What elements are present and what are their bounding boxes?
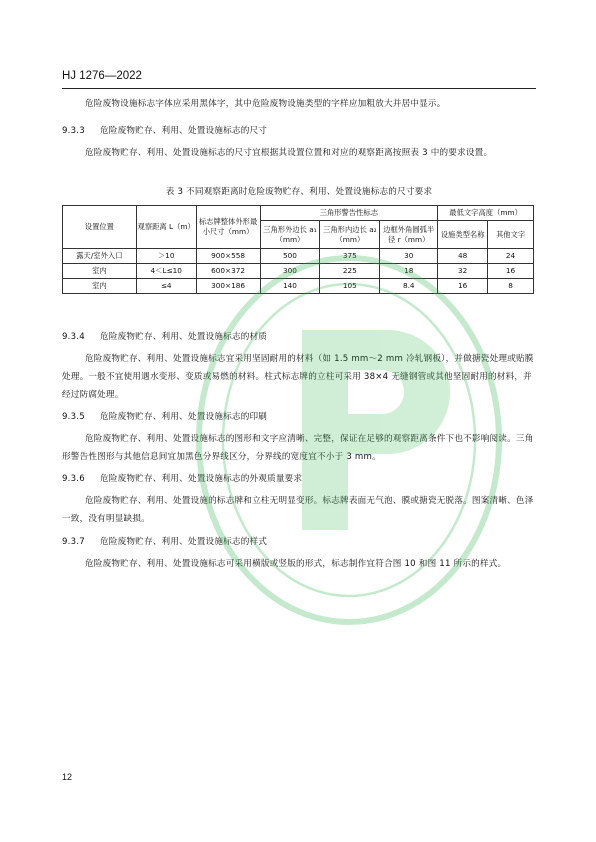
clause-9-3-5-text: 危险废物贮存、利用、处置设施标志的图形和文字应清晰、完整，保证在足够的观察距离条件下也不影响阅读。三角形警告性图形与其他信息间宜加黑色分界线区分，分界线的宽度宜不小于 3 mm。 [62,434,534,462]
table-row [63,249,534,264]
standard-code: HJ 1276—2022 [62,70,142,82]
header-facility-type-text: 设施类型名称 [438,221,488,249]
cell-distance: ≤4 [136,279,196,294]
clause-number: 9.3.3 [62,126,85,136]
cell-triangle-outer: 300 [260,264,320,279]
size-requirements-table [62,205,534,294]
header-triangle-inner: 三角形内边长 a₂（mm） [320,221,380,249]
cell-other-text: 8 [488,279,534,294]
clause-number: 9.3.6 [62,474,85,484]
header-corner-radius: 边框外角圆弧半径 r（mm） [380,221,438,249]
clause-title: 危险废物贮存、利用、处置设施标志的材质 [100,332,268,342]
header-triangle-group: 三角形警告性标志 [260,206,438,221]
cell-triangle-outer: 140 [260,279,320,294]
cell-min-size: 900×558 [196,249,260,264]
header-text-height-group: 最低文字高度（mm） [438,206,534,221]
table-caption: 表 3 不同观察距离时危险废物贮存、利用、处置设施标志的尺寸要求 [165,187,433,197]
clause-9-3-3-heading [62,124,536,138]
cell-triangle-inner: 225 [320,264,380,279]
cell-triangle-inner: 105 [320,279,380,294]
clause-9-3-4-text: 危险废物贮存、利用、处置设施标志宜采用坚固耐用的材料（如 1.5 mm～2 mm 冷轧钢板），并做搪瓷处理或贴膜处理。一般不宜使用遇水变形、变质或易燃的材料。柱式标志牌的立柱可采用 38×4 无缝钢管或其他坚固耐用的材料，并经过防腐处理。 [62,354,534,400]
clause-title: 危险废物贮存、利用、处置设施标志的样式 [100,537,268,547]
cell-facility-type-text: 32 [438,264,488,279]
cell-location: 室内 [63,264,137,279]
cell-facility-type-text: 16 [438,279,488,294]
header-distance: 观察距离 L（m） [136,206,196,249]
cell-location: 露天/室外入口 [63,249,137,264]
clause-title: 危险废物贮存、利用、处置设施标志的外观质量要求 [100,474,303,484]
cell-triangle-outer: 500 [260,249,320,264]
cell-other-text: 16 [488,264,534,279]
clause-9-3-4-heading [62,330,536,344]
cell-corner-radius: 18 [380,264,438,279]
header-other-text: 其他文字 [488,221,534,249]
cell-location: 室内 [63,279,137,294]
clause-9-3-5-heading [62,410,536,424]
header-min-size: 标志牌整体外形最小尺寸（mm） [196,206,260,249]
clause-number: 9.3.7 [62,537,85,547]
header-location: 设置位置 [63,206,137,249]
clause-9-3-3-text: 危险废物贮存、利用、处置设施标志的尺寸宜根据其设置位置和对应的观察距离按照表 3 中的要求设置。 [85,148,493,158]
clause-9-3-7-text: 危险废物贮存、利用、处置设施标志可采用横版或竖版的形式，标志制作宜符合图 10 和图 11 所示的样式。 [85,559,507,569]
clause-9-3-7-heading [62,535,536,549]
table-row [63,264,534,279]
cell-other-text: 24 [488,249,534,264]
cell-min-size: 300×186 [196,279,260,294]
clause-title: 危险废物贮存、利用、处置设施标志的印刷 [100,412,268,422]
clause-title: 危险废物贮存、利用、处置设施标志的尺寸 [100,126,268,136]
page-number: 12 [62,772,73,782]
clause-number: 9.3.4 [62,332,85,342]
cell-corner-radius: 30 [380,249,438,264]
cell-corner-radius: 8.4 [380,279,438,294]
clause-9-3-6-heading [62,472,536,486]
table-row [63,279,534,294]
intro-paragraph: 危险废物设施标志字体应采用黑体字，其中危险废物设施类型的字样应加粗放大并居中显示。 [85,99,446,109]
clause-9-3-6-text: 危险废物贮存、利用、处置设施的标志牌和立柱无明显变形。标志牌表面无气泡、膜或搪瓷无脱落。图案清晰、色泽一致，没有明显缺损。 [62,496,534,524]
cell-distance: ＞10 [136,249,196,264]
header-rule [62,88,536,89]
cell-facility-type-text: 48 [438,249,488,264]
header-triangle-outer: 三角形外边长 a₁（mm） [260,221,320,249]
cell-triangle-inner: 375 [320,249,380,264]
cell-distance: 4＜L≤10 [136,264,196,279]
cell-min-size: 600×372 [196,264,260,279]
clause-number: 9.3.5 [62,412,85,422]
